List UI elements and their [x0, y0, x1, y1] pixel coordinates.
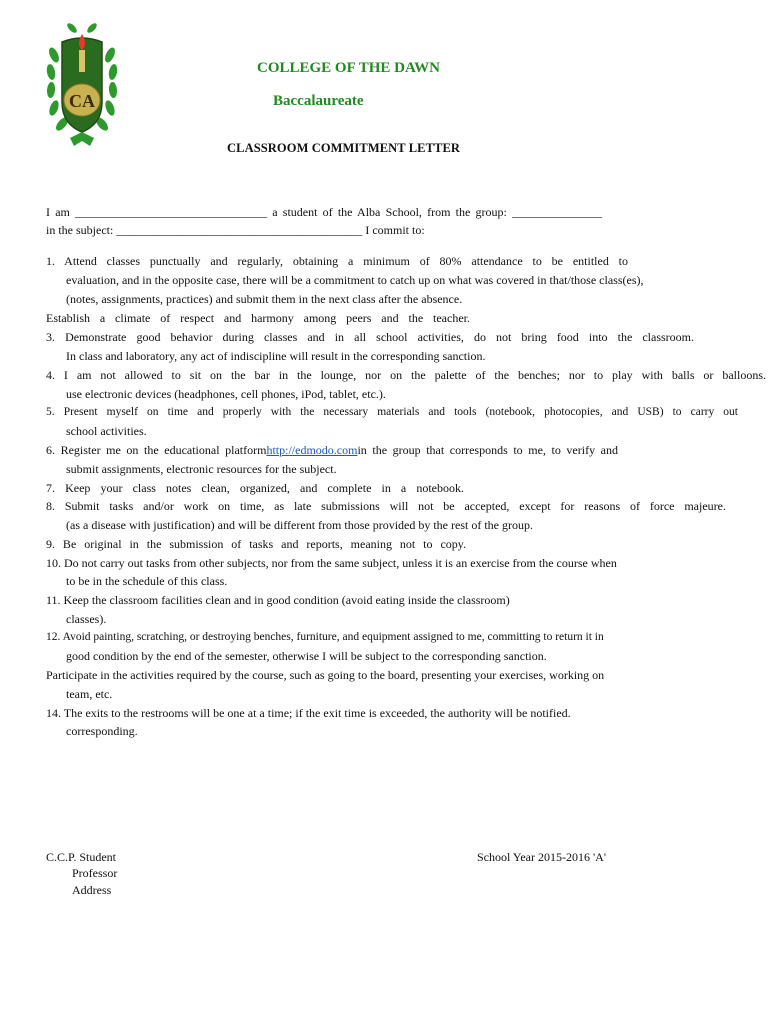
school-year: School Year 2015-2016 'A'	[477, 850, 606, 864]
list-text: 6. Register me on the educational platform	[46, 443, 267, 457]
page-title: CLASSROOM COMMITMENT LETTER	[227, 141, 461, 155]
group-blank[interactable]: _______________	[512, 205, 603, 219]
ccp-address: Address	[72, 883, 112, 897]
list-item: 1. Attend classes punctually and regularly, obtaining a minimum of 80% attendance to be entitled to	[46, 254, 628, 268]
list-item-cont: evaluation, and in the opposite case, there will be a commitment to catch up on what was covered in that/those class(es),	[66, 273, 644, 287]
ccp-professor: Professor	[72, 866, 118, 880]
edmodo-link[interactable]: http://edmodo.com	[266, 443, 358, 457]
list-item: 14. The exits to the restrooms will be one at a time; if the exit time is exceeded, the authority will be notified.	[46, 706, 571, 720]
college-logo	[46, 20, 118, 152]
list-item	[46, 443, 618, 457]
list-item-cont: corresponding.	[66, 724, 138, 738]
intro-text: a student of the Alba School, from the group:	[272, 205, 507, 219]
list-item: 4. I am not allowed to sit on the bar in the lounge, nor on the palette of the benches; nor to play with balls or balloons.	[46, 368, 766, 382]
intro-text: I commit to:	[365, 223, 425, 237]
list-item: 5. Present myself on time and properly with the necessary materials and tools (notebook, photocopies, and USB) to carry out	[46, 406, 738, 418]
intro-line-2	[46, 223, 425, 237]
list-item: 10. Do not carry out tasks from other subjects, nor from the same subject, unless it is an exercise from the course when	[46, 556, 617, 570]
intro-text: in the subject:	[46, 223, 114, 237]
list-item: 9. Be original in the submission of tasks and reports, meaning not to copy.	[46, 537, 466, 551]
college-name: COLLEGE OF THE DAWN	[257, 60, 440, 76]
list-item-cont: submit assignments, electronic resources for the subject.	[66, 462, 337, 476]
list-item: 8. Submit tasks and/or work on time, as late submissions will not be accepted, except for reasons of force majeure.	[46, 499, 726, 513]
list-item-cont: In class and laboratory, any act of indiscipline will result in the corresponding sanction.	[66, 349, 486, 363]
name-blank[interactable]: ________________________________	[75, 205, 268, 219]
list-item-cont: team, etc.	[66, 687, 113, 701]
intro-text: I am	[46, 205, 70, 219]
list-item-cont: school activities.	[66, 424, 147, 438]
program-subtitle: Baccalaureate	[273, 93, 364, 109]
ccp-student: C.C.P. Student	[46, 850, 117, 864]
list-item-cont: good condition by the end of the semester, otherwise I will be subject to the corresponding sanction.	[66, 649, 547, 663]
list-item: Participate in the activities required by the course, such as going to the board, presenting your exercises, working on	[46, 668, 605, 682]
logo-initials: CA	[69, 91, 95, 111]
list-text: in the group that corresponds to me, to verify and	[357, 443, 618, 457]
intro-line-1	[46, 205, 602, 219]
list-item: 12. Avoid painting, scratching, or destroying benches, furniture, and equipment assigned to me, committing to return it in	[46, 631, 604, 643]
list-item: 7. Keep your class notes clean, organized, and complete in a notebook.	[46, 481, 464, 495]
subject-blank[interactable]: _________________________________________	[116, 223, 363, 237]
list-item: Establish a climate of respect and harmony among peers and the teacher.	[46, 311, 470, 325]
list-item-cont: classes).	[66, 612, 107, 626]
list-item-cont: use electronic devices (headphones, cell phones, iPod, tablet, etc.).	[66, 387, 386, 401]
list-item-cont: to be in the schedule of this class.	[66, 574, 228, 588]
list-item: 3. Demonstrate good behavior during classes and in all school activities, do not bring food into the classroom.	[46, 330, 694, 344]
list-item: 11. Keep the classroom facilities clean and in good condition (avoid eating inside the classroom)	[46, 593, 510, 607]
list-item-cont: (as a disease with justification) and will be different from those provided by the rest of the group.	[66, 518, 533, 532]
list-item-cont: (notes, assignments, practices) and submit them in the next class after the absence.	[66, 292, 463, 306]
